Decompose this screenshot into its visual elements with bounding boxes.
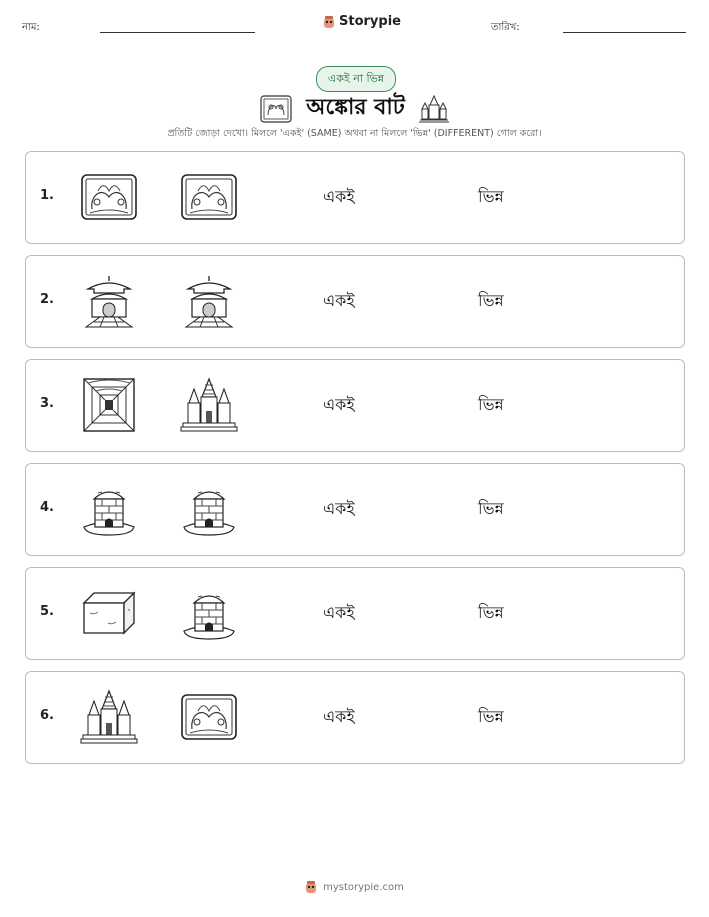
worksheet-type-badge: একই না ভিন্ন — [316, 66, 396, 92]
carved-relief-icon — [80, 169, 138, 225]
question-number: 5. — [40, 604, 54, 619]
question-number: 6. — [40, 708, 54, 723]
gate-pavilion-icon — [80, 273, 138, 329]
round-stone-tower-icon — [180, 585, 238, 641]
round-stone-tower-icon — [180, 481, 238, 537]
option-same[interactable]: একই — [323, 603, 355, 622]
brand-name: Storypie — [339, 14, 401, 29]
option-same[interactable]: একই — [323, 395, 355, 414]
date-line[interactable] — [563, 32, 686, 33]
question-row — [25, 359, 685, 452]
storypie-logo-icon — [305, 880, 317, 894]
date-label: তারিখ: — [491, 22, 520, 33]
temple-towers-icon — [419, 95, 449, 123]
instruction-text: প্রতিটি জোড়া দেখো। মিললে 'একই' (SAME) অথবা না মিললে 'ভিন্ন' (DIFFERENT) গোল করো। — [167, 128, 542, 139]
gate-pavilion-icon — [180, 273, 238, 329]
carved-relief-icon — [180, 689, 238, 745]
page-title: অঙ্কোর বাট — [306, 95, 405, 120]
option-different[interactable]: ভিন্ন — [478, 707, 504, 726]
option-different[interactable]: ভিন্ন — [478, 291, 504, 310]
stone-corridor-icon — [80, 377, 138, 433]
question-number: 2. — [40, 292, 54, 307]
option-different[interactable]: ভিন্ন — [478, 187, 504, 206]
round-stone-tower-icon — [80, 481, 138, 537]
question-row — [25, 255, 685, 348]
title-row — [0, 90, 709, 127]
option-same[interactable]: একই — [323, 187, 355, 206]
question-number: 3. — [40, 396, 54, 411]
option-same[interactable]: একই — [323, 499, 355, 518]
question-number: 4. — [40, 500, 54, 515]
option-same[interactable]: একই — [323, 291, 355, 310]
option-same[interactable]: একই — [323, 707, 355, 726]
name-label: নাম: — [22, 22, 40, 33]
option-different[interactable]: ভিন্ন — [478, 499, 504, 518]
question-row — [25, 151, 685, 244]
storypie-logo-icon — [323, 15, 335, 29]
stone-block-icon — [80, 585, 138, 641]
question-row — [25, 463, 685, 556]
question-number: 1. — [40, 188, 54, 203]
brand — [323, 14, 401, 29]
footer-url[interactable]: mystorypie.com — [323, 881, 404, 893]
carved-relief-icon — [260, 95, 292, 123]
temple-towers-icon — [80, 689, 138, 745]
temple-towers-icon — [180, 377, 238, 433]
option-different[interactable]: ভিন্ন — [478, 603, 504, 622]
option-different[interactable]: ভিন্ন — [478, 395, 504, 414]
footer — [0, 880, 709, 894]
question-row — [25, 671, 685, 764]
carved-relief-icon — [180, 169, 238, 225]
name-line[interactable] — [100, 32, 255, 33]
question-row — [25, 567, 685, 660]
